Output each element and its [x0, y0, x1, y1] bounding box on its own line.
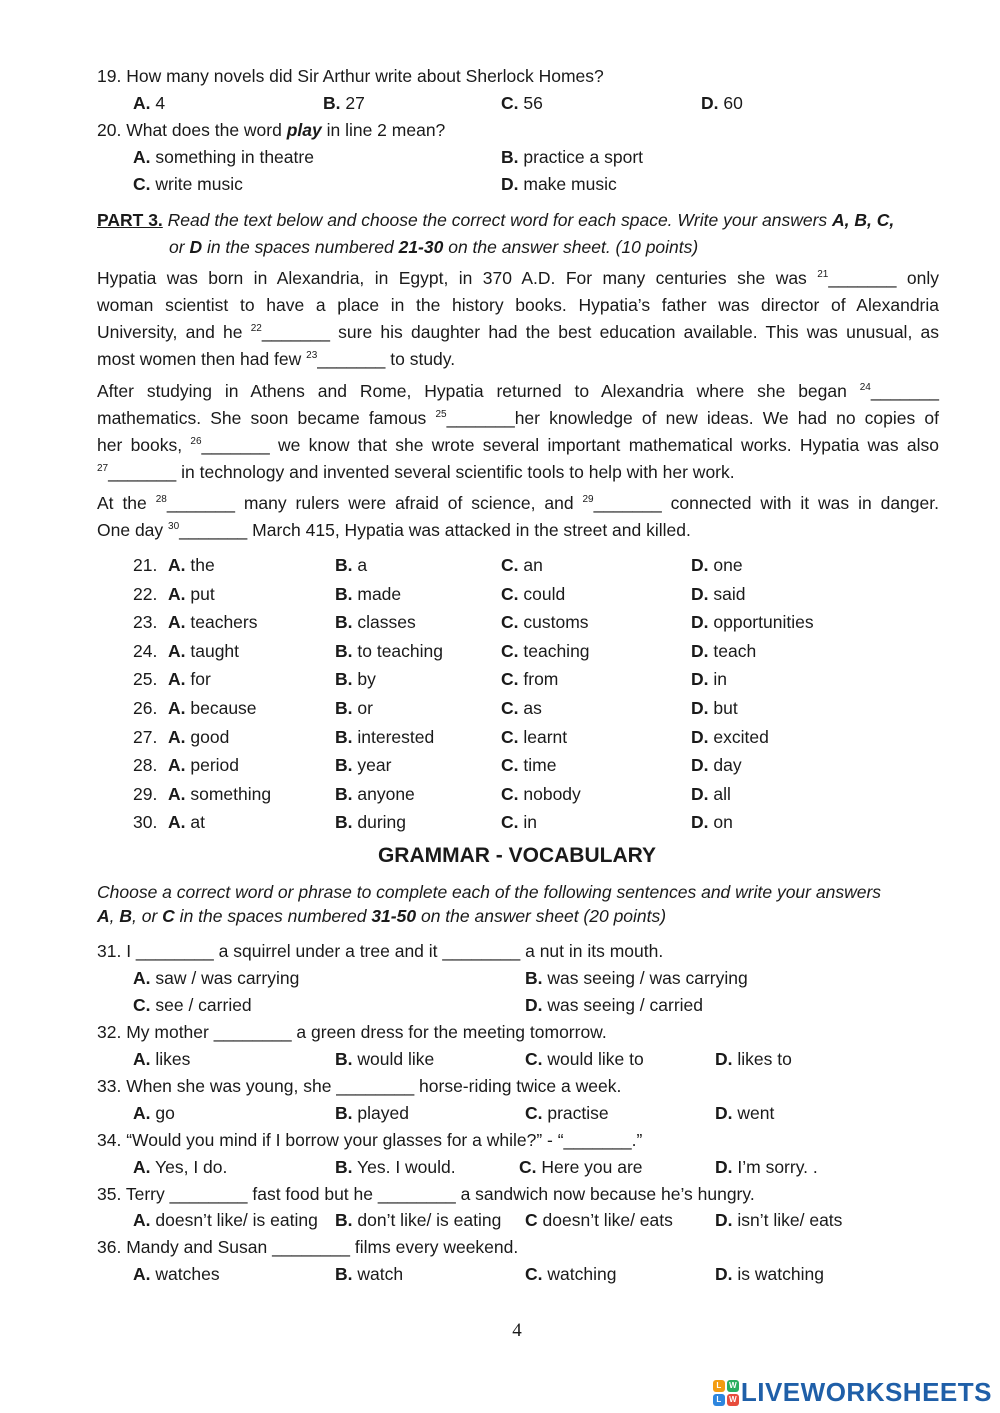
option: [691, 755, 742, 776]
option: A. doesn’t like/ is eating: [133, 1210, 318, 1230]
option: [691, 584, 745, 605]
option-letter: D.: [691, 755, 709, 776]
option: [335, 641, 443, 662]
question-31: 31. I ________ a squirrel under a tree and it ________ a nut in its mouth.: [97, 941, 664, 961]
item-number: 27.: [133, 726, 158, 747]
option-letter: D.: [691, 783, 709, 804]
option: [335, 812, 406, 833]
option-letter: B.: [335, 698, 353, 718]
item-number: 28.: [133, 755, 158, 776]
item-number: 29.: [133, 783, 158, 804]
page-number: 4: [512, 1320, 522, 1341]
option-text: put: [190, 583, 215, 604]
question-34: 34. “Would you mind if I borrow your glasses for a while?” - “_______.”: [97, 1130, 643, 1150]
option: D. was seeing / carried: [525, 995, 704, 1015]
option-letter: C.: [501, 812, 519, 833]
option-letter: C.: [501, 783, 519, 804]
section-heading: GRAMMAR - VOCABULARY: [377, 844, 657, 867]
option-text: the: [190, 555, 215, 575]
option: [501, 669, 558, 690]
option: A. something in theatre: [133, 147, 314, 167]
option: [168, 698, 257, 719]
option-letter: C.: [501, 640, 519, 661]
option-text: one: [713, 555, 743, 575]
option: [168, 612, 258, 633]
option: B. was seeing / was carrying: [525, 968, 748, 988]
option-text: could: [523, 583, 566, 604]
option-text: excited: [713, 726, 769, 747]
liveworksheets-logo[interactable]: [713, 1377, 992, 1408]
grammar-instructions: Choose a correct word or phrase to complete each of the following sentences and write your answers A, B, or C in the spaces numbered 31-50 on the answer sheet (20 points): [97, 882, 882, 926]
option-text: year: [357, 755, 392, 776]
option: [691, 669, 727, 690]
option: A. go: [133, 1103, 175, 1123]
option-text: classes: [357, 612, 416, 633]
option: C. watching: [525, 1264, 617, 1284]
option-letter: C.: [501, 755, 519, 776]
option-text: anyone: [357, 783, 415, 804]
option-letter: C.: [501, 555, 519, 575]
option-letter: D.: [691, 726, 709, 747]
question-35: 35. Terry ________ fast food but he ________ a sandwich now because he’s hungry.: [97, 1184, 755, 1204]
option: [501, 584, 565, 605]
option: [335, 698, 373, 719]
option: B. don’t like/ is eating: [335, 1210, 502, 1230]
option: [168, 784, 271, 805]
option: [335, 784, 415, 805]
option: [501, 698, 542, 719]
option-text: on: [713, 812, 733, 833]
option-letter: D.: [691, 555, 709, 575]
option: [335, 727, 434, 748]
option: [501, 727, 567, 748]
option: B. Yes. I would.: [335, 1157, 456, 1177]
option-text: day: [713, 755, 742, 776]
option: [168, 755, 239, 776]
question-20: 20. What does the word play in line 2 mean?: [97, 120, 446, 140]
option-letter: A.: [168, 583, 186, 604]
option-text: by: [357, 669, 376, 690]
option-text: good: [190, 726, 230, 747]
passage-paragraph-2: After studying in Athens and Rome, Hypatia returned to Alexandria where she began $^{24}$_______ mathematics. She soon became famous $^{25}$_______her knowledge of new ideas. We had no copies of her books, $^{26}$_______ we know that she wrote several important mathematical works. Hypatia was also $^{27}$_______ in technology and invented several scientific tools to help with her work.: [97, 381, 940, 482]
item-number: 24.: [133, 640, 158, 661]
option: A. saw / was carrying: [133, 968, 300, 988]
option: B. 27: [323, 93, 365, 113]
option: B. practice a sport: [501, 147, 644, 167]
option-letter: D.: [691, 698, 709, 718]
option-text: a: [357, 555, 368, 575]
option-text: nobody: [523, 783, 581, 804]
option-letter: C.: [501, 612, 519, 633]
option-letter: D.: [691, 583, 709, 604]
option-text: period: [190, 755, 240, 776]
option: [335, 669, 376, 690]
option-letter: B.: [335, 612, 353, 633]
option: [501, 641, 590, 662]
option-text: said: [713, 583, 746, 604]
option: C. 56: [501, 93, 543, 113]
option: C. write music: [133, 174, 243, 194]
option: [168, 812, 205, 833]
option-text: all: [713, 783, 731, 804]
option-text: customs: [523, 612, 589, 633]
option-letter: B.: [335, 555, 353, 575]
option-text: an: [523, 555, 543, 575]
option: D. went: [715, 1103, 775, 1123]
option: [501, 612, 589, 633]
option-letter: C.: [501, 583, 519, 604]
option: C. would like to: [525, 1049, 644, 1069]
option-letter: A.: [168, 640, 186, 661]
option-letter: D.: [691, 812, 709, 833]
option-letter: A.: [168, 726, 186, 747]
item-number: 23.: [133, 612, 158, 633]
item-number: 30.: [133, 812, 158, 833]
option: [691, 784, 731, 805]
option-text: during: [357, 812, 407, 833]
option: [501, 784, 581, 805]
option: D. is watching: [715, 1264, 824, 1284]
option-text: something: [190, 783, 272, 804]
option-text: at: [190, 812, 205, 833]
option-letter: A.: [168, 783, 186, 804]
option-text: in: [713, 669, 727, 690]
option: C doesn’t like/ eats: [525, 1210, 673, 1230]
item-number: 26.: [133, 698, 158, 718]
option-letter: D.: [691, 669, 709, 690]
option-text: teachers: [190, 612, 258, 633]
option-text: from: [523, 669, 559, 690]
option: B. played: [335, 1103, 409, 1123]
item-number: 25.: [133, 669, 158, 690]
option: C. see / carried: [133, 995, 252, 1015]
option: [501, 812, 537, 833]
brand-name: LIVEWORKSHEETS: [740, 1377, 992, 1407]
option: A. watches: [133, 1264, 220, 1284]
passage-paragraph-3: At the $^{28}$_______ many rulers were afraid of science, and $^{29}$_______ connected with it was in danger. One day $^{30}$_______ March 415, Hypatia was attacked in the street and killed.: [97, 493, 939, 540]
option: [501, 755, 556, 776]
option: [691, 555, 743, 576]
option-text: taught: [190, 640, 240, 661]
option: A. Yes, I do.: [133, 1157, 228, 1177]
option: [335, 612, 416, 633]
option: [691, 641, 756, 662]
question-32: 32. My mother ________ a green dress for the meeting tomorrow.: [97, 1022, 607, 1042]
option-text: teach: [713, 640, 757, 661]
option-text: opportunities: [713, 612, 814, 633]
option: [691, 727, 769, 748]
question-19: 19. How many novels did Sir Arthur write about Sherlock Homes?: [97, 66, 604, 86]
question-36: 36. Mandy and Susan ________ films every weekend.: [97, 1237, 519, 1257]
option-text: time: [523, 755, 557, 776]
option: D. 60: [701, 93, 743, 113]
option: D. I’m sorry. .: [715, 1157, 818, 1177]
question-33: 33. When she was young, she ________ horse-riding twice a week.: [97, 1076, 622, 1096]
option-text: because: [190, 698, 257, 718]
passage-paragraph-1: Hypatia was born in Alexandria, in Egypt, in 370 A.D. For many centuries she was $^{21}$_______ only woman scientist to have a place in the history books. Hypatia’s father was director of Alexandria University, and he $^{22}$_______ sure his daughter had the best education available. This was unusual, as most women then had few $^{23}$_______ to study.: [97, 268, 939, 369]
option-text: or: [357, 698, 373, 718]
option-text: for: [190, 669, 211, 690]
option: [335, 584, 401, 605]
option-text: interested: [357, 726, 435, 747]
option: C. practise: [525, 1103, 609, 1123]
option-letter: B.: [335, 640, 353, 661]
option: [691, 612, 814, 633]
liveworksheets-logo-icon: L W L W: [713, 1380, 739, 1406]
option-letter: A.: [168, 612, 186, 633]
option-letter: C.: [501, 669, 519, 690]
option: [168, 641, 239, 662]
option: [691, 812, 733, 833]
option-letter: B.: [335, 783, 353, 804]
option-letter: A.: [168, 555, 186, 575]
part3-instructions: PART 3. Read the text below and choose the correct word for each space. Write your answers A, B, C, or D in the spaces numbered 21-30 on the answer sheet. (10 points): [97, 210, 895, 257]
option-text: made: [357, 583, 402, 604]
option: [168, 555, 215, 576]
option-letter: B.: [335, 583, 353, 604]
option-letter: D.: [691, 612, 709, 633]
option: [335, 555, 367, 576]
option-text: to teaching: [357, 640, 443, 661]
option-letter: B.: [335, 726, 353, 747]
option-letter: B.: [335, 812, 353, 833]
item-number: 22.: [133, 583, 158, 604]
option: D. likes to: [715, 1049, 792, 1069]
item-number: 21.: [133, 555, 158, 575]
option: [501, 555, 543, 576]
option: A. 4: [133, 93, 166, 113]
option-text: in: [523, 812, 537, 833]
option-text: learnt: [523, 726, 568, 747]
option: C. Here you are: [519, 1157, 643, 1177]
option-text: as: [523, 698, 542, 718]
option-letter: A.: [168, 755, 186, 776]
option-letter: C.: [501, 726, 519, 747]
option-letter: A.: [168, 669, 186, 690]
option: [168, 669, 211, 690]
option-text: teaching: [523, 640, 590, 661]
option: D. make music: [501, 174, 617, 194]
option-letter: B.: [335, 755, 353, 776]
option: D. isn’t like/ eats: [715, 1210, 843, 1230]
option-letter: C.: [501, 698, 519, 718]
option-letter: B.: [335, 669, 353, 690]
option-letter: A.: [168, 812, 186, 833]
option: A. likes: [133, 1049, 191, 1069]
option: B. would like: [335, 1049, 435, 1069]
option: [168, 727, 229, 748]
option: [168, 584, 215, 605]
option: B. watch: [335, 1264, 404, 1284]
option-letter: A.: [168, 698, 186, 718]
option-text: but: [713, 698, 738, 718]
option-letter: D.: [691, 640, 709, 661]
option: [691, 698, 738, 719]
option: [335, 755, 391, 776]
